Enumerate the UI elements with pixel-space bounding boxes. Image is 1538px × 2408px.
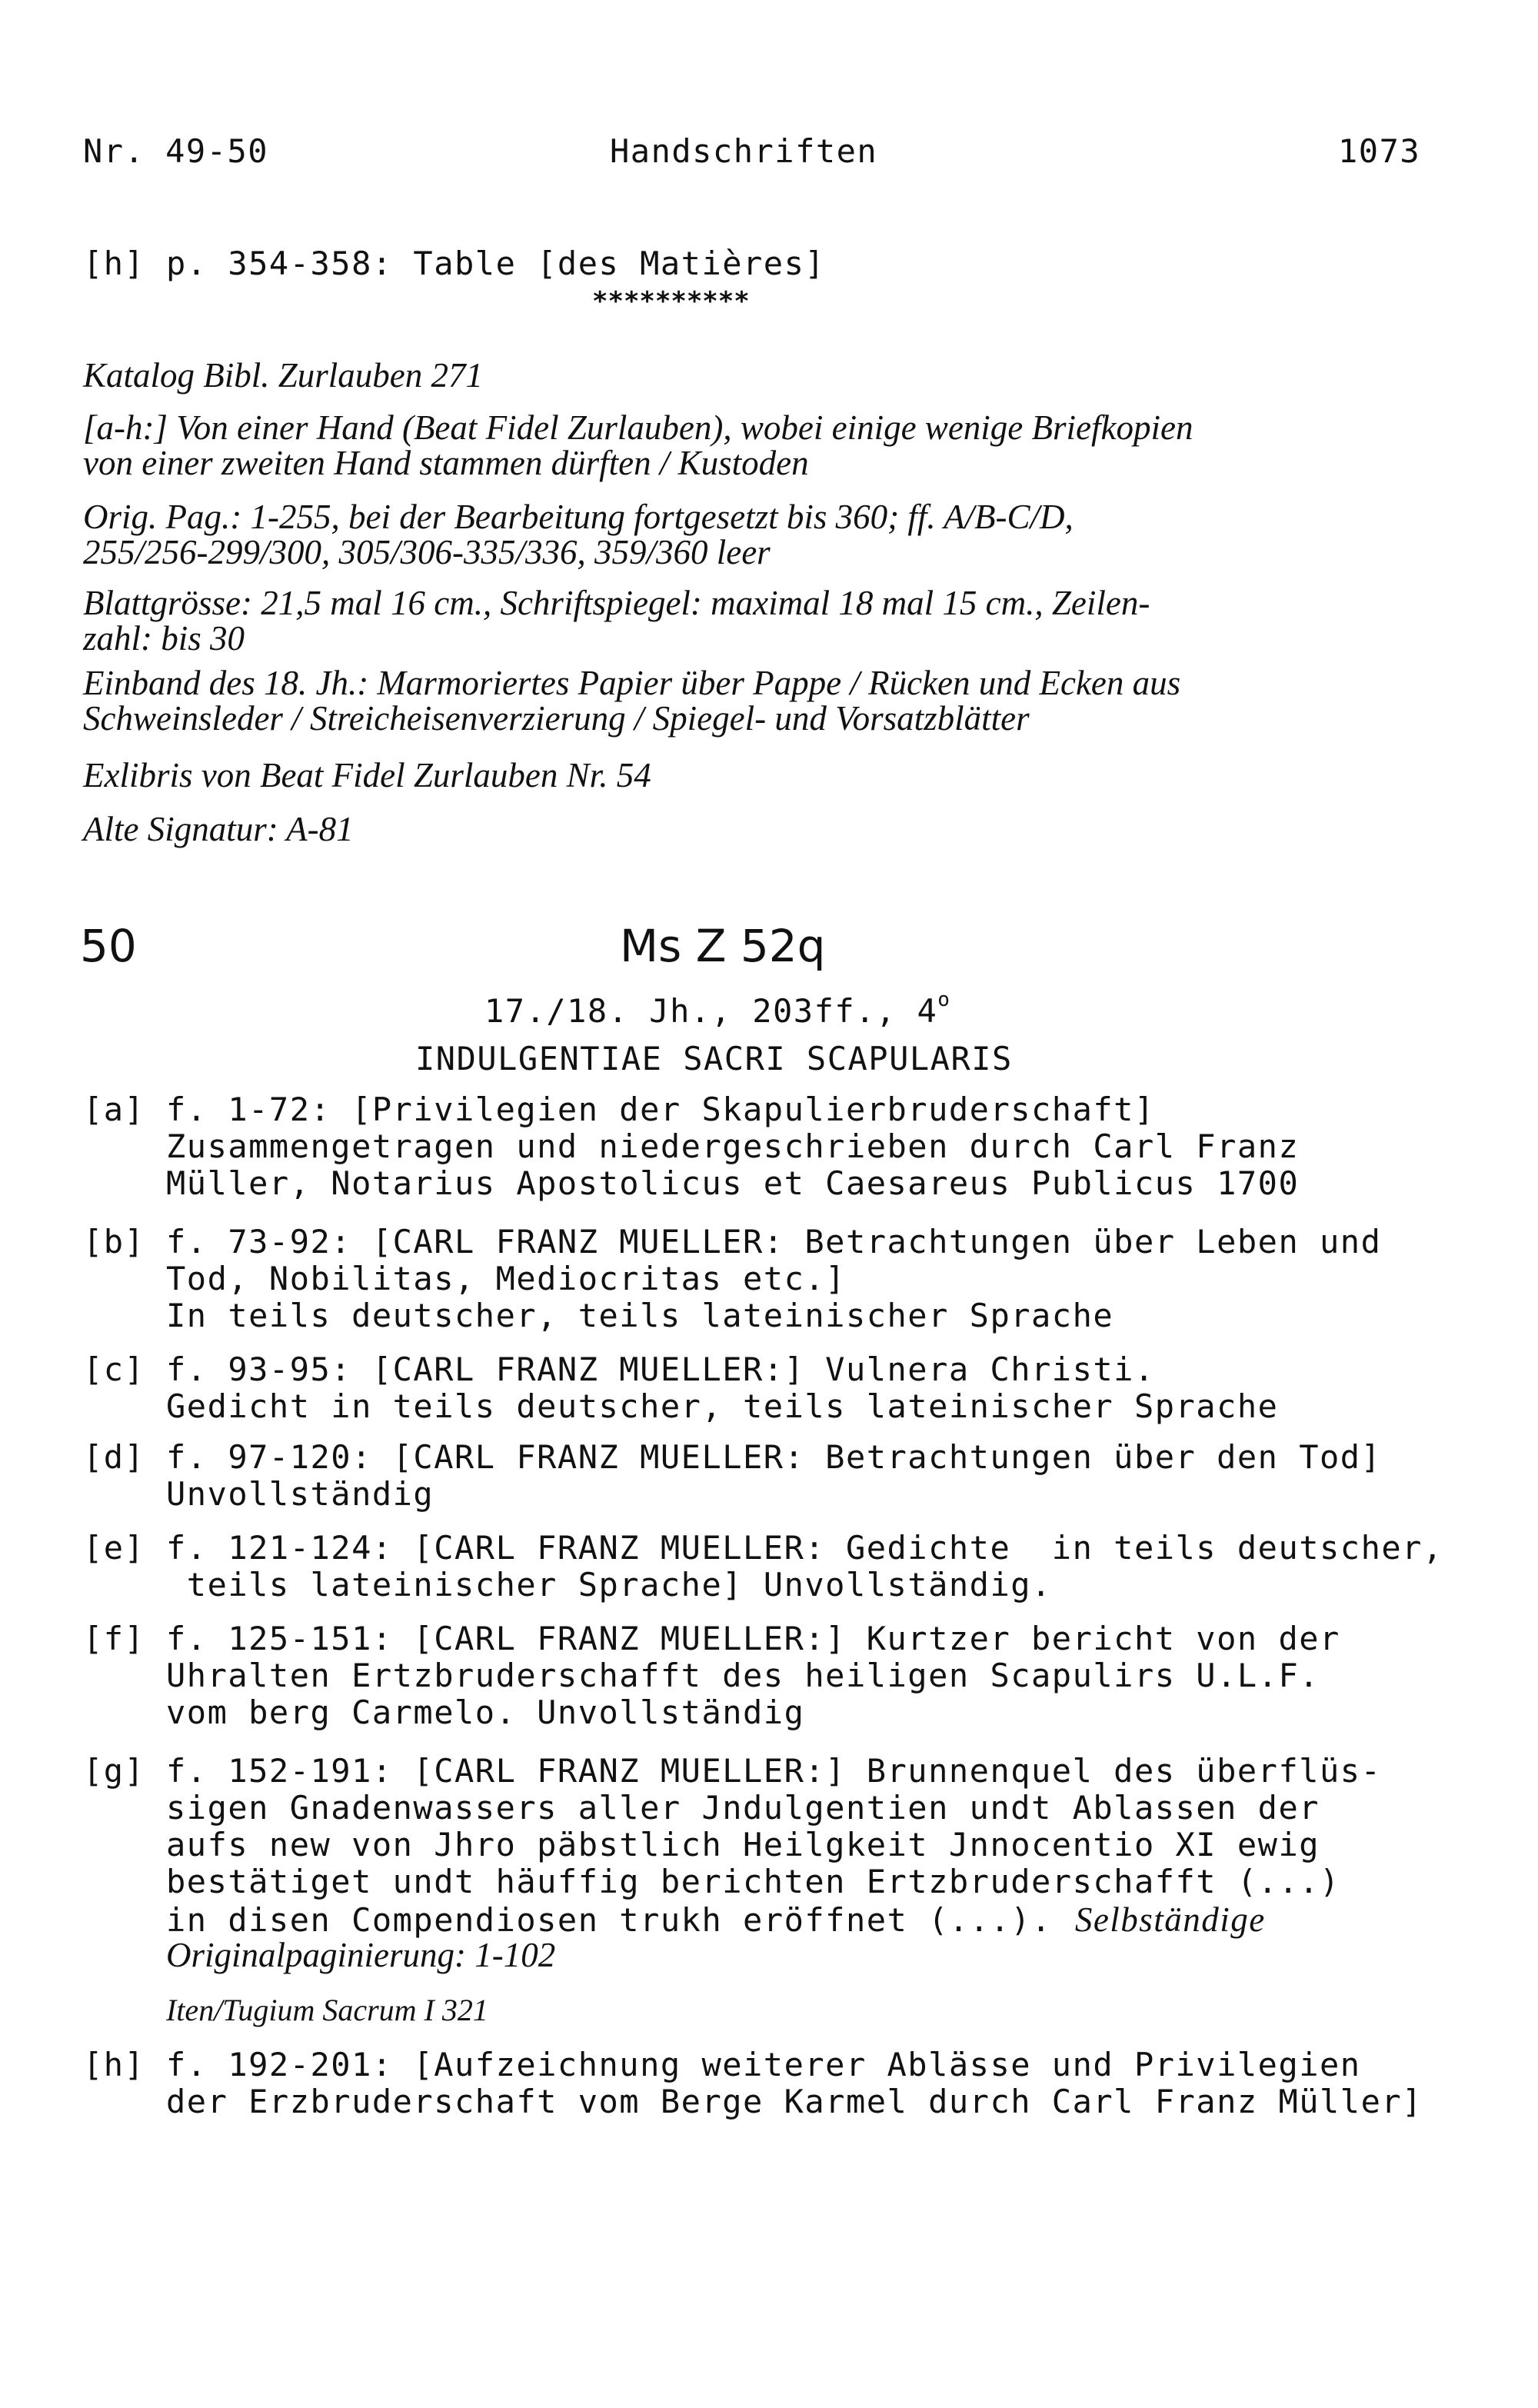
pagination-line-2: 255/256-299/300, 305/306-335/336, 359/360 leer — [83, 533, 771, 571]
item-b-line-2: Tod, Nobilitas, Mediocritas etc.] — [166, 1260, 846, 1297]
size-line-2: zahl: bis 30 — [83, 619, 245, 658]
item-e-line-1: f. 121-124: [CARL FRANZ MUELLER: Gedichte in teils deutscher, — [166, 1529, 1443, 1567]
item-g-line-1: f. 152-191: [CARL FRANZ MUELLER:] Brunnenquel des überflüs- — [166, 1752, 1382, 1790]
header-section-title: Handschriften — [610, 132, 878, 170]
item-e-line-2: teils lateinischer Sprache] Unvollständig. — [166, 1566, 1052, 1604]
item-c-line-2: Gedicht in teils deutscher, teils lateinischer Sprache — [166, 1387, 1279, 1425]
hands-line-1: [a-h:] Von einer Hand (Beat Fidel Zurlauben), wobei einige wenige Briefkopien — [83, 408, 1193, 447]
old-signature: Alte Signatur: A-81 — [83, 810, 354, 848]
item-d-line-2: Unvollständig — [166, 1475, 434, 1513]
item-g-selbstaendige: Selbständige — [1074, 1900, 1266, 1939]
prev-item-h-label: [h] — [83, 245, 145, 282]
binding-line-2: Schweinsleder / Streicheisenverzierung / Spiegel- und Vorsatzblätter — [83, 699, 1030, 738]
item-d-line-1: f. 97-120: [CARL FRANZ MUELLER: Betrachtungen über den Tod] — [166, 1438, 1382, 1476]
binding-line-1: Einband des 18. Jh.: Marmoriertes Papier über Pappe / Rücken und Ecken aus — [83, 664, 1181, 702]
item-a-label: [a] — [83, 1091, 145, 1128]
catalog-reference: Katalog Bibl. Zurlauben 271 — [83, 356, 484, 395]
item-c-label: [c] — [83, 1351, 145, 1388]
hands-line-2: von einer zweiten Hand stammen dürften / Kustoden — [83, 444, 809, 482]
item-g-line-4: bestätiget undt häuffig berichten Ertzbruderschafft (...) — [166, 1863, 1340, 1900]
entry-number: 50 — [80, 920, 137, 972]
shelfmark: Ms Z 52q — [620, 920, 826, 972]
pagination-line-1: Orig. Pag.: 1-255, bei der Bearbeitung fortgesetzt bis 360; ff. A/B-C/D, — [83, 498, 1074, 536]
item-f-line-2: Uhralten Ertzbruderschafft des heiligen Scapulirs U.L.F. — [166, 1657, 1320, 1694]
item-d-label: [d] — [83, 1438, 145, 1476]
entry-title: INDULGENTIAE SACRI SCAPULARIS — [415, 1040, 1013, 1077]
item-g-line-3: aufs new von Jhro päbstlich Heilgkeit Jnnocentio XI ewig — [166, 1826, 1320, 1863]
item-h-line-2: der Erzbruderschaft vom Berge Karmel durch Carl Franz Müller] — [166, 2083, 1423, 2120]
item-h-line-1: f. 192-201: [Aufzeichnung weiterer Ablässe und Privilegien — [166, 2046, 1361, 2083]
item-f-line-1: f. 125-151: [CARL FRANZ MUELLER:] Kurtzer bericht von der — [166, 1620, 1340, 1657]
item-f-label: [f] — [83, 1620, 145, 1657]
item-g-line-5-text: in disen Compendiosen trukh eröffnet (...). — [166, 1901, 1052, 1939]
date-format-line — [484, 988, 951, 1030]
item-g-label: [g] — [83, 1752, 145, 1790]
item-e-label: [e] — [83, 1529, 145, 1567]
prev-item-h-text: p. 354-358: Table [des Matières] — [166, 245, 826, 282]
item-a-line-3: Müller, Notarius Apostolicus et Caesareus Publicus 1700 — [166, 1164, 1300, 1202]
item-g-original-pagination: Originalpaginierung: 1-102 — [166, 1936, 556, 1974]
item-c-line-1: f. 93-95: [CARL FRANZ MUELLER:] Vulnera Christi. — [166, 1351, 1155, 1388]
quarto-superscript: o — [937, 988, 951, 1011]
item-h-label: [h] — [83, 2046, 145, 2083]
item-a-line-1: f. 1-72: [Privilegien der Skapulierbruderschaft] — [166, 1091, 1155, 1128]
header-page-number: 1073 — [1338, 132, 1421, 170]
size-line-1: Blattgrösse: 21,5 mal 16 cm., Schriftspiegel: maximal 18 mal 15 cm., Zeilen- — [83, 584, 1150, 622]
item-g-reference: Iten/Tugium Sacrum I 321 — [166, 1993, 488, 2027]
header-entry-range: Nr. 49-50 — [83, 132, 269, 170]
item-a-line-2: Zusammengetragen und niedergeschrieben durch Carl Franz — [166, 1127, 1300, 1165]
exlibris-line: Exlibris von Beat Fidel Zurlauben Nr. 54 — [83, 756, 651, 794]
item-f-line-3: vom berg Carmelo. Unvollständig — [166, 1694, 805, 1731]
item-b-line-1: f. 73-92: [CARL FRANZ MUELLER: Betrachtungen über Leben und — [166, 1223, 1382, 1261]
separator-stars: ********** — [592, 286, 750, 317]
item-b-line-3: In teils deutscher, teils lateinischer Sprache — [166, 1297, 1114, 1334]
item-g-line-5 — [166, 1900, 1266, 1940]
date-format-text: 17./18. Jh., 203ff., 4 — [484, 992, 938, 1030]
item-g-line-2: sigen Gnadenwassers aller Jndulgentien undt Ablassen der — [166, 1789, 1320, 1827]
item-b-label: [b] — [83, 1223, 145, 1261]
